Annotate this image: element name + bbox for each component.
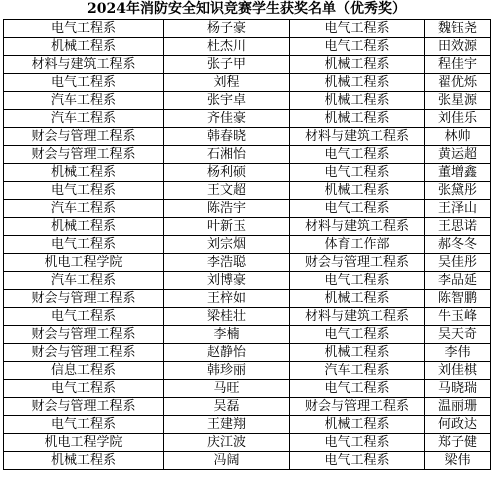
- student-name-cell: 魏钰尧: [425, 20, 491, 38]
- department-cell: 财会与管理工程系: [4, 290, 164, 308]
- student-name-cell: 张子甲: [164, 56, 290, 74]
- student-name-cell: 石湘怡: [164, 146, 290, 164]
- table-row: [4, 56, 491, 74]
- student-name-cell: 杨子豪: [164, 20, 290, 38]
- department-cell: 电气工程系: [290, 452, 425, 470]
- student-name-cell: 张宇卓: [164, 92, 290, 110]
- department-cell: 财会与管理工程系: [4, 146, 164, 164]
- department-cell: 信息工程系: [4, 362, 164, 380]
- student-name-cell: 田效源: [425, 38, 491, 56]
- student-name-cell: 杜杰川: [164, 38, 290, 56]
- department-cell: 汽车工程系: [4, 92, 164, 110]
- student-name-cell: 马晓瑞: [425, 380, 491, 398]
- student-name-cell: 韩春晓: [164, 128, 290, 146]
- student-name-cell: 王泽山: [425, 200, 491, 218]
- department-cell: 机械工程系: [290, 290, 425, 308]
- department-cell: 汽车工程系: [4, 272, 164, 290]
- student-name-cell: 王文超: [164, 182, 290, 200]
- student-name-cell: 吴天奇: [425, 326, 491, 344]
- student-name-cell: 刘博豪: [164, 272, 290, 290]
- department-cell: 机械工程系: [4, 38, 164, 56]
- table-row: [4, 398, 491, 416]
- table-row: [4, 182, 491, 200]
- award-table-body: [4, 20, 491, 470]
- department-cell: 电气工程系: [4, 20, 164, 38]
- department-cell: 机械工程系: [4, 218, 164, 236]
- student-name-cell: 黄运超: [425, 146, 491, 164]
- student-name-cell: 梁桂壮: [164, 308, 290, 326]
- department-cell: 电气工程系: [290, 38, 425, 56]
- table-row: [4, 308, 491, 326]
- student-name-cell: 陈浩宇: [164, 200, 290, 218]
- student-name-cell: 翟优烁: [425, 74, 491, 92]
- department-cell: 电气工程系: [290, 434, 425, 452]
- department-cell: 材料与建筑工程系: [290, 218, 425, 236]
- department-cell: 电气工程系: [4, 236, 164, 254]
- department-cell: 机械工程系: [290, 416, 425, 434]
- student-name-cell: 王思诺: [425, 218, 491, 236]
- department-cell: 财会与管理工程系: [4, 326, 164, 344]
- student-name-cell: 张黛彤: [425, 182, 491, 200]
- student-name-cell: 庆江波: [164, 434, 290, 452]
- department-cell: 机械工程系: [290, 92, 425, 110]
- student-name-cell: 吴磊: [164, 398, 290, 416]
- student-name-cell: 刘宗烟: [164, 236, 290, 254]
- table-row: [4, 326, 491, 344]
- department-cell: 财会与管理工程系: [290, 254, 425, 272]
- department-cell: 材料与建筑工程系: [290, 128, 425, 146]
- table-row: [4, 434, 491, 452]
- department-cell: 财会与管理工程系: [4, 128, 164, 146]
- department-cell: 汽车工程系: [4, 200, 164, 218]
- table-row: [4, 380, 491, 398]
- department-cell: 机械工程系: [290, 344, 425, 362]
- department-cell: 机械工程系: [290, 182, 425, 200]
- department-cell: 财会与管理工程系: [4, 344, 164, 362]
- table-row: [4, 146, 491, 164]
- department-cell: 电气工程系: [290, 164, 425, 182]
- department-cell: 材料与建筑工程系: [290, 308, 425, 326]
- table-row: [4, 254, 491, 272]
- student-name-cell: 郝冬冬: [425, 236, 491, 254]
- student-name-cell: 李伟: [425, 344, 491, 362]
- department-cell: 电气工程系: [290, 272, 425, 290]
- table-row: [4, 290, 491, 308]
- department-cell: 机械工程系: [290, 74, 425, 92]
- department-cell: 电气工程系: [4, 182, 164, 200]
- student-name-cell: 李浩聪: [164, 254, 290, 272]
- table-row: [4, 38, 491, 56]
- department-cell: 财会与管理工程系: [290, 398, 425, 416]
- table-row: [4, 272, 491, 290]
- student-name-cell: 董增鑫: [425, 164, 491, 182]
- student-name-cell: 刘程: [164, 74, 290, 92]
- department-cell: 电气工程系: [4, 308, 164, 326]
- table-row: [4, 92, 491, 110]
- table-row: [4, 74, 491, 92]
- department-cell: 财会与管理工程系: [4, 398, 164, 416]
- student-name-cell: 梁伟: [425, 452, 491, 470]
- department-cell: 电气工程系: [290, 146, 425, 164]
- student-name-cell: 郑子健: [425, 434, 491, 452]
- student-name-cell: 何政达: [425, 416, 491, 434]
- table-row: [4, 344, 491, 362]
- student-name-cell: 冯阔: [164, 452, 290, 470]
- student-name-cell: 杨利硕: [164, 164, 290, 182]
- student-name-cell: 王建翔: [164, 416, 290, 434]
- department-cell: 汽车工程系: [290, 362, 425, 380]
- department-cell: 机械工程系: [290, 56, 425, 74]
- student-name-cell: 刘佳乐: [425, 110, 491, 128]
- student-name-cell: 马旺: [164, 380, 290, 398]
- department-cell: 电气工程系: [4, 380, 164, 398]
- table-row: [4, 200, 491, 218]
- student-name-cell: 吴佳彤: [425, 254, 491, 272]
- department-cell: 机电工程学院: [4, 434, 164, 452]
- table-row: [4, 110, 491, 128]
- table-row: [4, 164, 491, 182]
- department-cell: 机械工程系: [290, 110, 425, 128]
- award-table: [3, 19, 491, 470]
- department-cell: 机械工程系: [4, 452, 164, 470]
- department-cell: 材料与建筑工程系: [4, 56, 164, 74]
- department-cell: 电气工程系: [4, 74, 164, 92]
- department-cell: 电气工程系: [290, 380, 425, 398]
- student-name-cell: 张星源: [425, 92, 491, 110]
- student-name-cell: 李品延: [425, 272, 491, 290]
- student-name-cell: 牛玉峰: [425, 308, 491, 326]
- department-cell: 机械工程系: [4, 164, 164, 182]
- student-name-cell: 李楠: [164, 326, 290, 344]
- table-row: [4, 20, 491, 38]
- department-cell: 电气工程系: [290, 200, 425, 218]
- table-row: [4, 218, 491, 236]
- department-cell: 电气工程系: [290, 20, 425, 38]
- student-name-cell: 刘佳棋: [425, 362, 491, 380]
- table-row: [4, 452, 491, 470]
- student-name-cell: 齐佳豪: [164, 110, 290, 128]
- student-name-cell: 王梓如: [164, 290, 290, 308]
- student-name-cell: 叶新玉: [164, 218, 290, 236]
- student-name-cell: 程佳宇: [425, 56, 491, 74]
- student-name-cell: 林帅: [425, 128, 491, 146]
- student-name-cell: 韩珍丽: [164, 362, 290, 380]
- table-row: [4, 362, 491, 380]
- student-name-cell: 赵静怡: [164, 344, 290, 362]
- page-title: 2024年消防安全知识竞赛学生获奖名单（优秀奖）: [87, 1, 406, 17]
- department-cell: 电气工程系: [4, 416, 164, 434]
- table-row: [4, 236, 491, 254]
- department-cell: 体育工作部: [290, 236, 425, 254]
- department-cell: 汽车工程系: [4, 110, 164, 128]
- department-cell: 机电工程学院: [4, 254, 164, 272]
- table-row: [4, 128, 491, 146]
- student-name-cell: 陈智鹏: [425, 290, 491, 308]
- student-name-cell: 温丽珊: [425, 398, 491, 416]
- department-cell: 电气工程系: [290, 326, 425, 344]
- table-row: [4, 416, 491, 434]
